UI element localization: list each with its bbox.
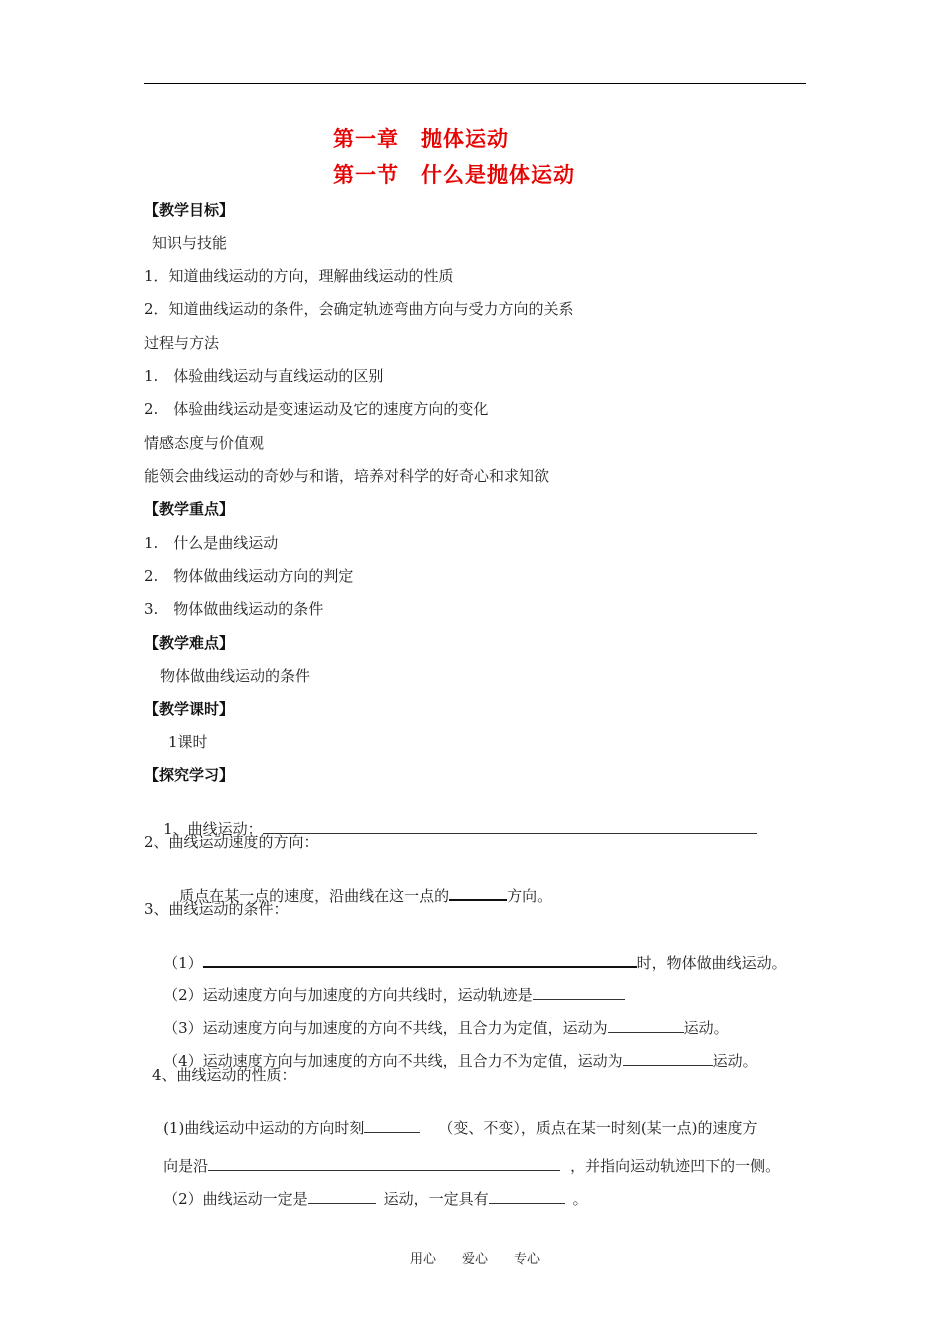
page-footer: 用心 爱心 专心 xyxy=(409,1252,540,1267)
inquiry-q3-title: 3、曲线运动的条件： xyxy=(144,900,289,918)
emotion-title: 情感态度与价值观 xyxy=(144,434,265,452)
difficulty-text: 物体做曲线运动的条件 xyxy=(160,667,311,685)
inquiry-q4-title: 4、曲线运动的性质： xyxy=(152,1066,297,1084)
q4-1-blank-1[interactable] xyxy=(364,1118,420,1133)
inquiry-q2-title: 2、曲线运动速度的方向： xyxy=(144,833,319,851)
q1-blank[interactable] xyxy=(263,819,757,834)
q4-1-d: ，并指向运动轨迹凹下的一侧。 xyxy=(570,1157,781,1175)
knowledge-item-2: 2．知道曲线运动的条件，会确定轨迹弯曲方向与受力方向的关系 xyxy=(144,300,574,318)
q3-2-text: （2）运动速度方向与加速度的方向共线时，运动轨迹是 xyxy=(163,986,533,1004)
key-point-1: 1. 什么是曲线运动 xyxy=(144,534,279,552)
q2-text-b: 方向。 xyxy=(507,887,553,905)
q3-4-a: （4）运动速度方向与加速度的方向不共线，且合力不为定值，运动为 xyxy=(163,1052,623,1070)
inquiry-heading: 【探究学习】 xyxy=(144,766,235,784)
process-title: 过程与方法 xyxy=(144,334,220,352)
q4-2-c: 。 xyxy=(572,1190,588,1208)
q3-4-b: 运动。 xyxy=(712,1052,758,1070)
process-item-2: 2. 体验曲线运动是变速运动及它的速度方向的变化 xyxy=(144,400,489,418)
difficulties-heading: 【教学难点】 xyxy=(144,634,235,652)
inquiry-q4-2 xyxy=(144,1169,588,1229)
q4-1-b: （变、不变），质点在某一时刻(某一点)的速度方 xyxy=(438,1119,758,1137)
q4-1-a: (1)曲线运动中运动的方向时刻 xyxy=(163,1119,365,1137)
key-point-3: 3. 物体做曲线运动的条件 xyxy=(144,600,324,618)
key-points-heading: 【教学重点】 xyxy=(144,500,235,518)
knowledge-item-1: 1．知道曲线运动的方向，理解曲线运动的性质 xyxy=(144,267,454,285)
key-point-2: 2. 物体做曲线运动方向的判定 xyxy=(144,567,354,585)
process-item-1: 1. 体验曲线运动与直线运动的区别 xyxy=(144,367,384,385)
goals-heading: 【教学目标】 xyxy=(144,201,235,219)
q4-2-b: 运动，一定具有 xyxy=(383,1190,489,1208)
class-hours-heading: 【教学课时】 xyxy=(144,700,235,718)
q3-3-b: 运动。 xyxy=(683,1019,729,1037)
class-hours-text: 1课时 xyxy=(168,733,208,751)
q4-2-blank-1[interactable] xyxy=(308,1189,376,1204)
q4-2-blank-2[interactable] xyxy=(489,1189,565,1204)
q3-3-a: （3）运动速度方向与加速度的方向不共线，且合力为定值，运动为 xyxy=(163,1019,608,1037)
chapter-title: 第一章 抛体运动 xyxy=(333,126,509,151)
q4-1-c: 向是沿 xyxy=(163,1157,209,1175)
header-rule xyxy=(144,83,806,84)
knowledge-title: 知识与技能 xyxy=(152,234,228,252)
q1-label: 1、曲线运动： xyxy=(163,820,263,838)
q3-1-b: 时，物体做曲线运动。 xyxy=(636,954,787,972)
q2-text-a: 质点在某一点的速度，沿曲线在这一点的 xyxy=(179,887,450,905)
q3-1-a: （1） xyxy=(163,954,203,972)
emotion-item-1: 能领会曲线运动的奇妙与和谐，培养对科学的好奇心和求知欲 xyxy=(144,467,550,485)
section-title: 第一节 什么是抛体运动 xyxy=(333,162,575,187)
q2-blank[interactable] xyxy=(449,885,507,901)
q4-2-a: （2）曲线运动一定是 xyxy=(163,1190,308,1208)
q3-4-blank[interactable] xyxy=(623,1051,713,1066)
